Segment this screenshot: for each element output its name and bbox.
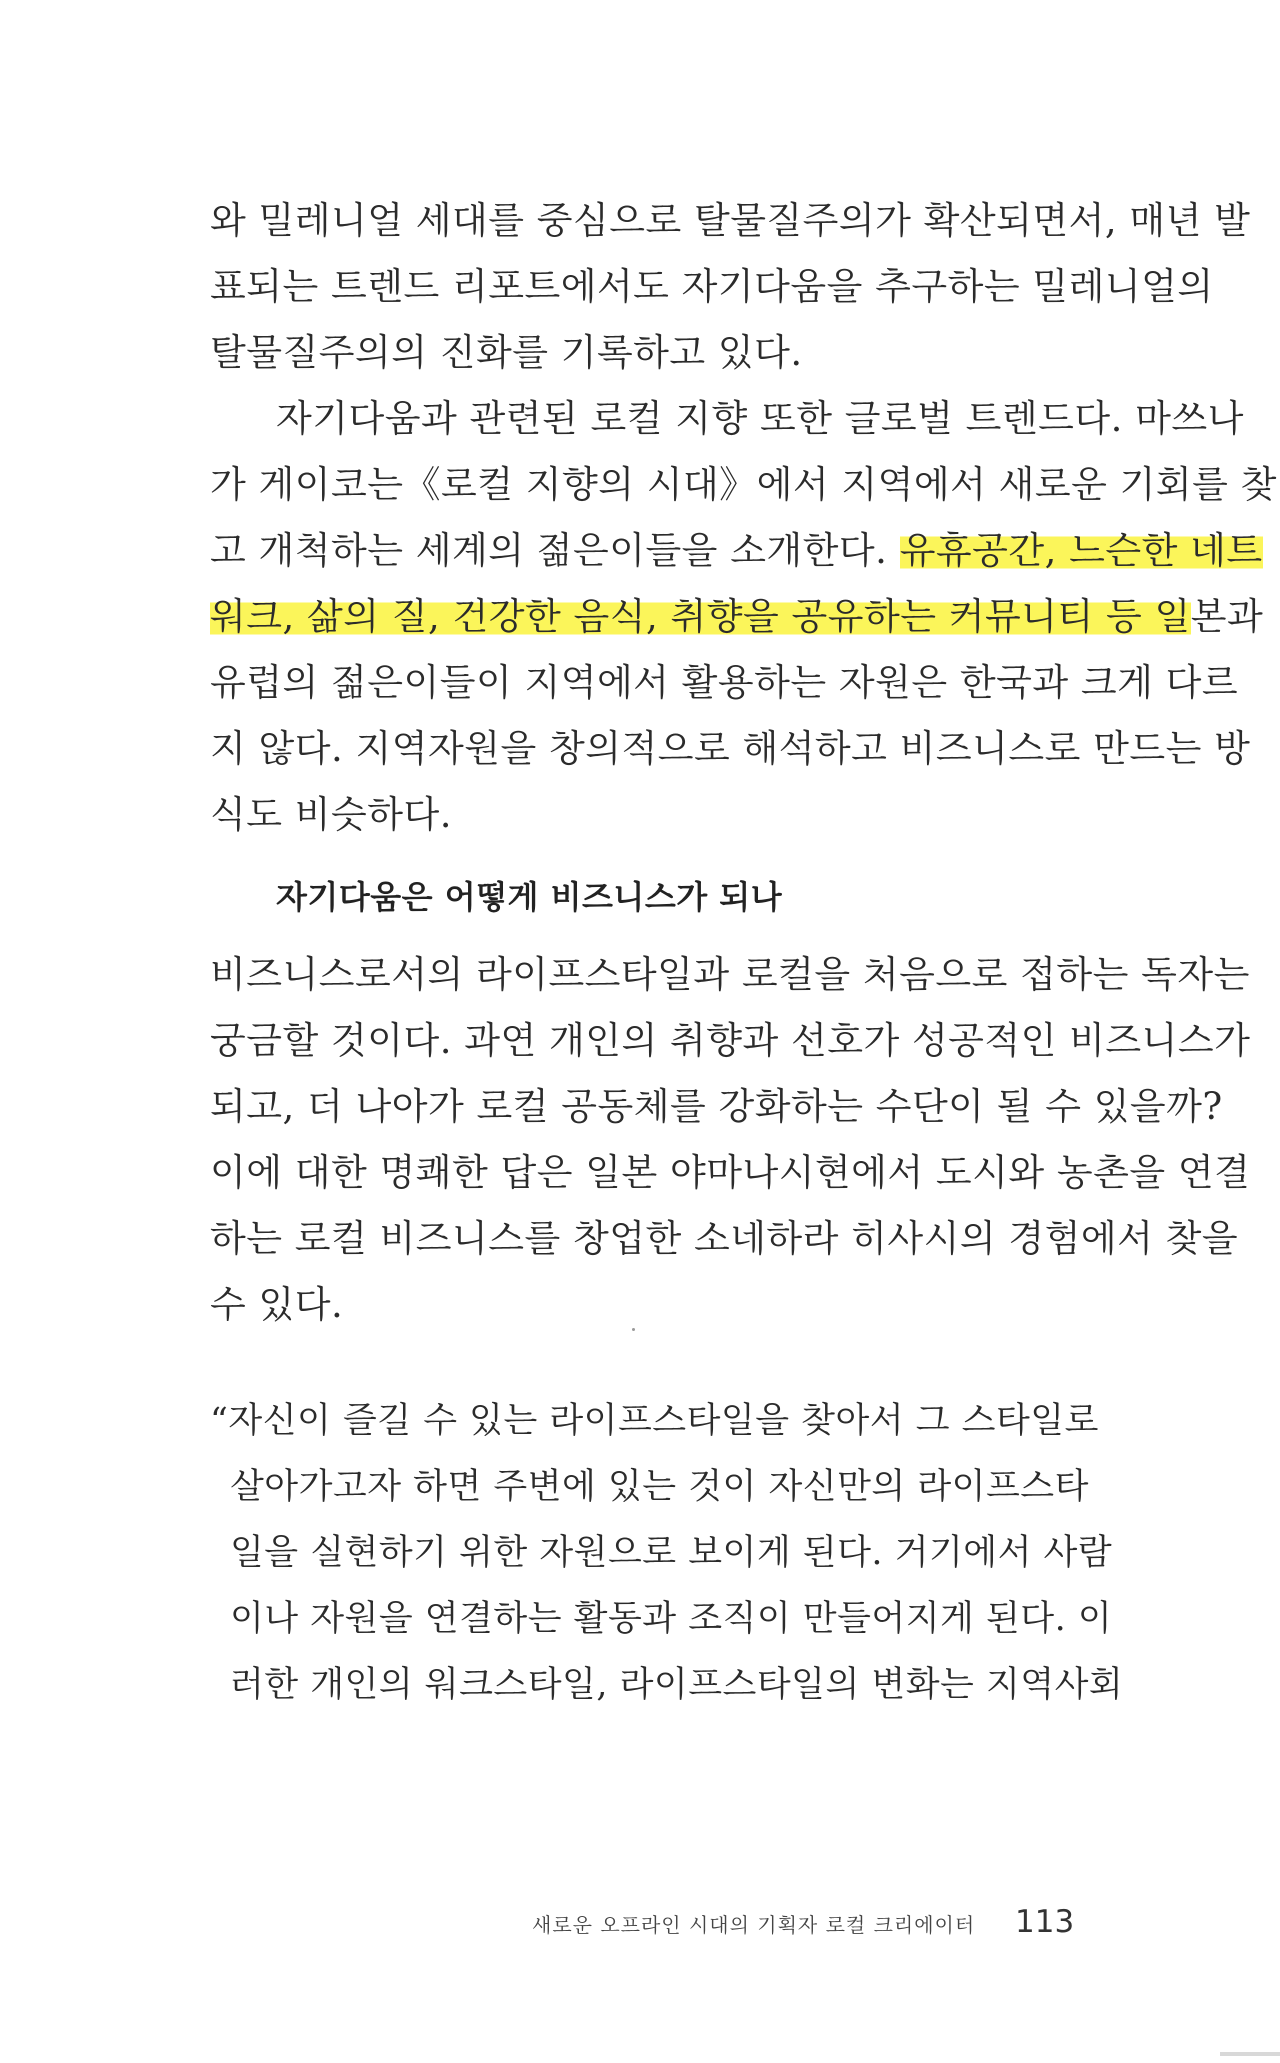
para2-line-3-text: 고 개척하는 세계의 젊은이들을 소개한다. <box>210 529 900 572</box>
para3-line-5: 하는 로컬 비즈니스를 창업한 소네하라 히사시의 경험에서 찾을 <box>210 1217 1239 1260</box>
quote-line-1: “자신이 즐길 수 있는 라이프스타일을 찾아서 그 스타일로 <box>210 1401 1099 1441</box>
quote-line-3: 일을 실현하기 위한 자원으로 보이게 된다. 거기에서 사람 <box>230 1533 1113 1573</box>
para3-line-6: 수 있다. <box>210 1283 344 1326</box>
section-heading: 자기다움은 어떻게 비즈니스가 되나 <box>276 878 783 916</box>
para3-line-4: 이에 대한 명쾌한 답은 일본 야마나시현에서 도시와 농촌을 연결 <box>210 1151 1251 1194</box>
running-footer: 새로운 오프라인 시대의 기획자 로컬 크리에이터 <box>532 1913 976 1937</box>
para2-line-1: 자기다움과 관련된 로컬 지향 또한 글로벌 트렌드다. 마쓰나 <box>276 397 1244 440</box>
para1-line-1: 와 밀레니얼 세대를 중심으로 탈물질주의가 확산되면서, 매년 발 <box>210 199 1251 242</box>
para3-line-2: 궁금할 것이다. 과연 개인의 취향과 선호가 성공적인 비즈니스가 <box>210 1019 1251 1062</box>
para3-line-1: 비즈니스로서의 라이프스타일과 로컬을 처음으로 접하는 독자는 <box>210 953 1250 996</box>
para3-line-3: 되고, 더 나아가 로컬 공동체를 강화하는 수단이 될 수 있을까? <box>210 1085 1223 1128</box>
highlighted-text: 유휴공간, 느슨한 네트 <box>899 529 1263 572</box>
para2-line-3 <box>210 523 1263 579</box>
page-edge-mark <box>1220 2052 1280 2056</box>
quote-line-2: 살아가고자 하면 주변에 있는 것이 자신만의 라이프스타 <box>230 1467 1089 1507</box>
para2-line-7: 식도 비슷하다. <box>210 793 452 836</box>
para1-line-3: 탈물질주의의 진화를 기록하고 있다. <box>210 331 803 374</box>
quote-line-5: 러한 개인의 워크스타일, 라이프스타일의 변화는 지역사회 <box>230 1665 1124 1705</box>
para2-line-5: 유럽의 젊은이들이 지역에서 활용하는 자원은 한국과 크게 다르 <box>210 661 1239 704</box>
quote-line-4: 이나 자원을 연결하는 활동과 조직이 만들어지게 된다. 이 <box>230 1599 1113 1639</box>
para2-line-4-text: 본과 <box>1190 595 1264 638</box>
para2-line-4 <box>210 589 1264 645</box>
para2-line-2: 가 게이코는《로컬 지향의 시대》에서 지역에서 새로운 기회를 찾 <box>210 463 1277 506</box>
para1-line-2: 표되는 트렌드 리포트에서도 자기다움을 추구하는 밀레니얼의 <box>210 265 1214 308</box>
page-number: 113 <box>1015 1904 1075 1940</box>
scan-speck <box>632 1328 635 1331</box>
highlighted-text: 워크, 삶의 질, 건강한 음식, 취향을 공유하는 커뮤니티 등 일 <box>210 595 1191 638</box>
para2-line-6: 지 않다. 지역자원을 창의적으로 해석하고 비즈니스로 만드는 방 <box>210 727 1251 770</box>
